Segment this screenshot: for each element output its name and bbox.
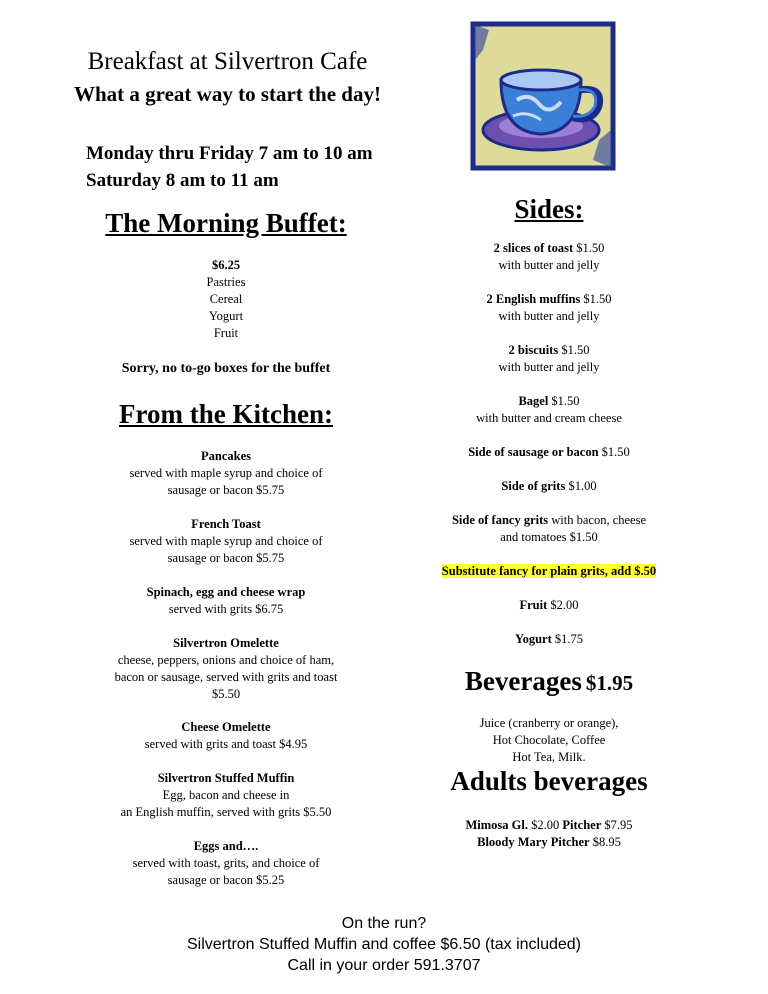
buffet-price: $6.25 (211, 258, 241, 272)
adult-beverages-list (418, 817, 680, 851)
side-name: Fruit (519, 598, 548, 612)
side-desc: with butter and cream cheese (476, 411, 622, 425)
hours-saturday: Saturday 8 am to 11 am (86, 170, 279, 191)
beverage-line: Hot Chocolate, Coffee (492, 733, 606, 747)
item-desc: sausage or bacon $5.75 (167, 551, 285, 565)
item-name: Spinach, egg and cheese wrap (146, 585, 306, 599)
item-desc: cheese, peppers, onions and choice of ham, (117, 653, 335, 667)
footer (0, 913, 768, 976)
drink-price: $7.95 (604, 818, 633, 832)
item-desc: sausage or bacon $5.75 (167, 483, 285, 497)
beverage-line: Juice (cranberry or orange), (479, 716, 619, 730)
coffee-cup-icon (469, 20, 617, 172)
side-desc: with butter and jelly (498, 258, 600, 272)
side-item-fruit (418, 597, 680, 614)
item-desc: bacon or sausage, served with grits and toast (114, 670, 338, 684)
footer-line: Call in your order 591.3707 (287, 957, 481, 974)
menu-subtitle: What a great way to start the day! (74, 82, 381, 106)
side-name: 2 English muffins (486, 292, 581, 306)
kitchen-item-cheese-omelette (66, 719, 386, 753)
beverages-list (418, 715, 680, 766)
side-price: with bacon, cheese (551, 513, 647, 527)
item-name: Pancakes (201, 449, 251, 463)
drink-name: Pitcher (562, 818, 602, 832)
kitchen-item-eggs (66, 838, 386, 889)
side-price: $1.00 (568, 479, 597, 493)
beverage-line: Hot Tea, Milk. (512, 750, 586, 764)
side-price: $2.00 (550, 598, 579, 612)
side-price: $1.50 (561, 343, 590, 357)
kitchen-item-pancakes (66, 448, 386, 499)
item-desc: $5.50 (211, 687, 241, 701)
item-name: Cheese Omelette (181, 720, 271, 734)
item-desc: served with toast, grits, and choice of (132, 856, 320, 870)
substitute-note: Substitute fancy for plain grits, add $.50 (441, 564, 657, 578)
buffet-item: Cereal (209, 292, 243, 306)
item-desc: served with grits and toast $4.95 (144, 737, 308, 751)
buffet-list (66, 257, 386, 342)
side-name: 2 biscuits (508, 343, 559, 357)
beverages-price: $1.95 (585, 671, 634, 695)
side-name: 2 slices of toast (493, 241, 574, 255)
beverages-title: Beverages (464, 666, 582, 696)
footer-line: Silvertron Stuffed Muffin and coffee $6.50 (tax included) (186, 936, 582, 953)
opening-hours (86, 140, 373, 194)
buffet-item: Pastries (206, 275, 246, 289)
kitchen-heading: From the Kitchen: (119, 399, 333, 429)
item-desc: sausage or bacon $5.25 (167, 873, 285, 887)
side-desc: with butter and jelly (498, 360, 600, 374)
kitchen-item-silvertron-omelette (66, 635, 386, 703)
item-desc: Egg, bacon and cheese in (162, 788, 290, 802)
side-name: Bagel (518, 394, 549, 408)
side-item (418, 444, 680, 461)
side-item (418, 240, 680, 274)
item-desc: served with grits $6.75 (168, 602, 284, 616)
side-item (418, 342, 680, 376)
side-price: $1.50 (601, 445, 630, 459)
side-desc: with butter and jelly (498, 309, 600, 323)
side-item (418, 478, 680, 495)
side-name: Side of grits (501, 479, 566, 493)
kitchen-item-french-toast (66, 516, 386, 567)
side-item-yogurt (418, 631, 680, 648)
sides-heading: Sides: (514, 194, 584, 224)
drink-price: $8.95 (592, 835, 621, 849)
buffet-note: Sorry, no to-go boxes for the buffet (121, 361, 331, 376)
item-name: French Toast (191, 517, 261, 531)
item-name: Silvertron Stuffed Muffin (157, 771, 295, 785)
hours-weekday: Monday thru Friday 7 am to 10 am (86, 143, 373, 164)
buffet-item: Yogurt (208, 309, 244, 323)
side-item (418, 393, 680, 427)
side-price: $1.50 (576, 241, 605, 255)
drink-price: $2.00 (531, 818, 560, 832)
item-desc: an English muffin, served with grits $5.50 (120, 805, 332, 819)
kitchen-item-stuffed-muffin (66, 770, 386, 821)
side-name: Side of sausage or bacon (468, 445, 599, 459)
buffet-item: Fruit (213, 326, 239, 340)
drink-name: Bloody Mary Pitcher (477, 835, 590, 849)
substitute-note-wrap (418, 563, 680, 580)
drink-name: Mimosa Gl. (465, 818, 528, 832)
side-item (418, 512, 680, 546)
side-name: Side of fancy grits (451, 513, 549, 527)
menu-title: Breakfast at Silvertron Cafe (87, 48, 368, 75)
item-desc: served with maple syrup and choice of (129, 466, 323, 480)
side-item (418, 291, 680, 325)
side-price: $1.75 (554, 632, 584, 646)
adult-beverages-heading: Adults beverages (450, 766, 648, 796)
buffet-heading: The Morning Buffet: (105, 208, 347, 238)
item-name: Eggs and…. (193, 839, 259, 853)
side-desc: and tomatoes $1.50 (500, 530, 598, 544)
item-desc: served with maple syrup and choice of (129, 534, 323, 548)
footer-line: On the run? (341, 915, 427, 932)
side-price: $1.50 (583, 292, 612, 306)
beverages-heading (418, 666, 680, 697)
item-name: Silvertron Omelette (173, 636, 279, 650)
side-price: $1.50 (551, 394, 580, 408)
side-name: Yogurt (514, 632, 552, 646)
kitchen-item-wrap (66, 584, 386, 618)
